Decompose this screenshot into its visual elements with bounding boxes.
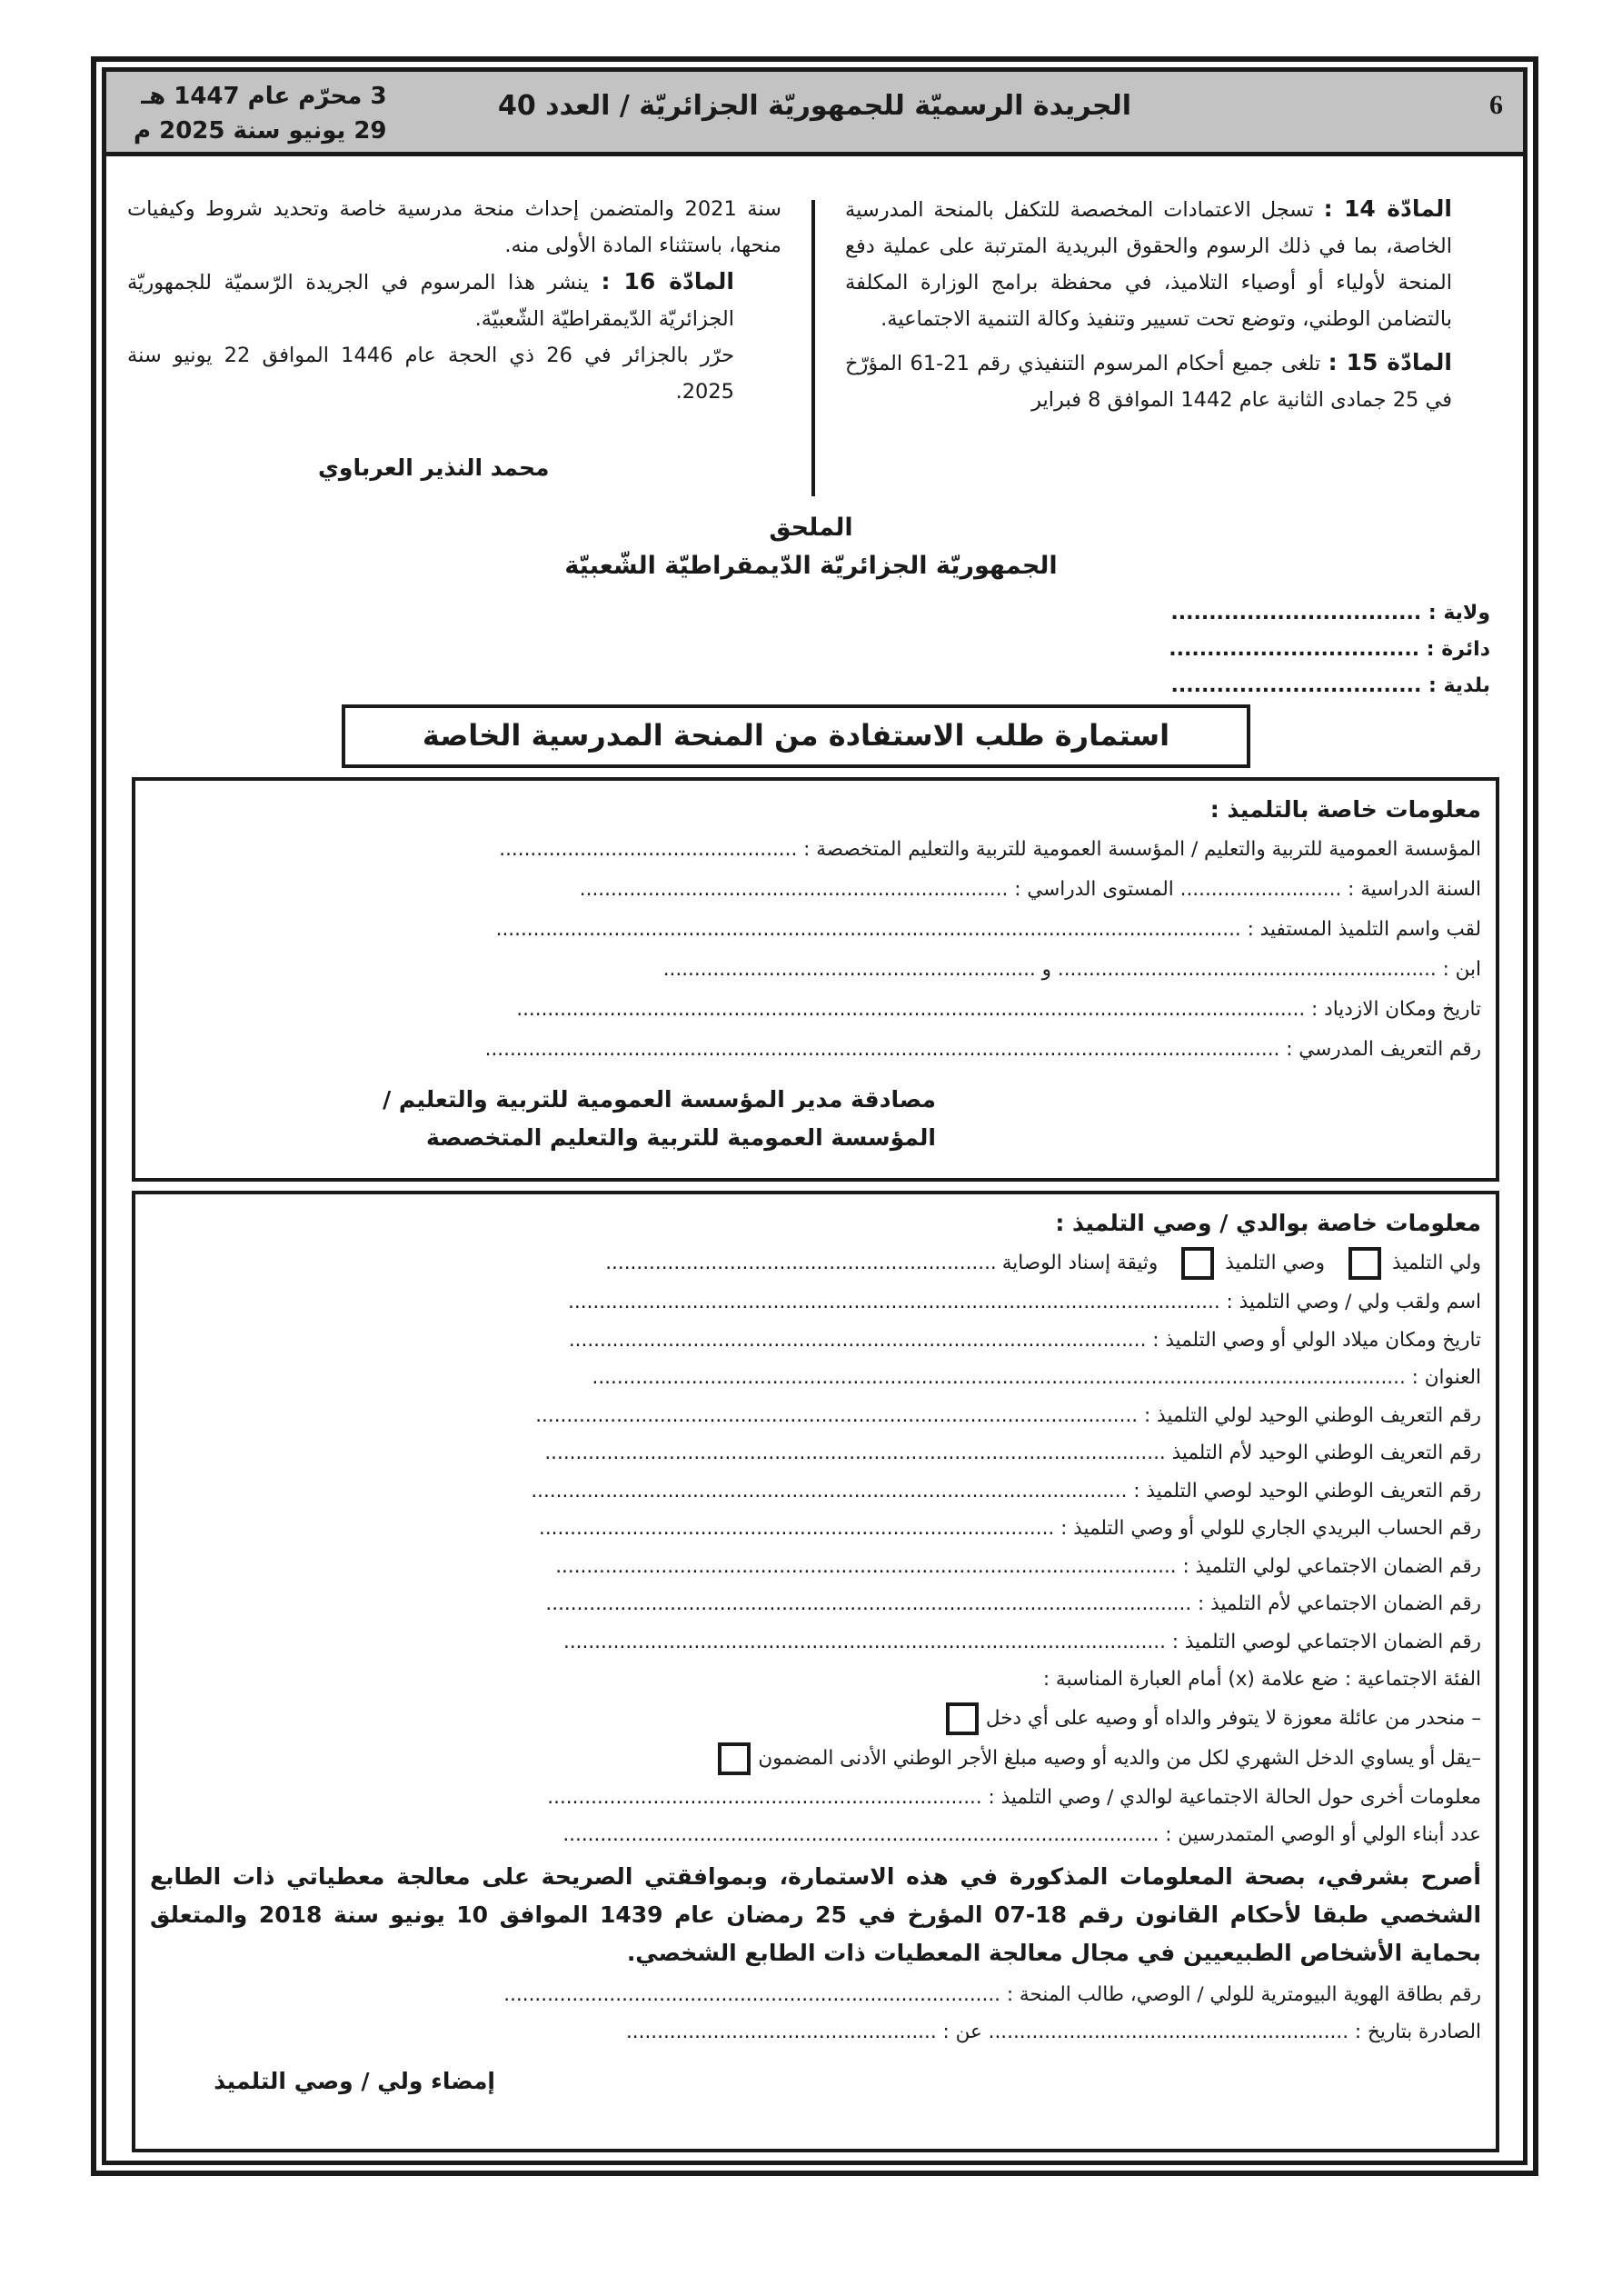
- field-blank[interactable]: ...............................................................................................................................: [516, 998, 1306, 1021]
- field-label: رقم الضمان الاجتماعي لوصي التلميذ :: [1171, 1630, 1481, 1653]
- guardianship-doc-blank[interactable]: ...............................................................: [605, 1252, 997, 1274]
- decree-column-left: [127, 191, 781, 410]
- field-blank[interactable]: ................................................................................................: [531, 1479, 1128, 1502]
- issue-date-blank[interactable]: ..........................................................: [988, 2021, 1349, 2043]
- field-label: رقم الضمان الاجتماعي لولي التلميذ :: [1182, 1554, 1481, 1578]
- article-15: [845, 344, 1499, 418]
- field-blank[interactable]: ................................................: [499, 838, 798, 861]
- role-guardian-checkbox[interactable]: [1181, 1247, 1214, 1280]
- wilaya-blank[interactable]: .................................: [1170, 602, 1422, 624]
- category-option-label: –يقل أو يساوي الدخل الشهري لكل من والديه أو وصيه مبلغ الأجر الوطني الأدنى المضمون: [758, 1746, 1481, 1770]
- father-blank[interactable]: .............................................................: [1057, 958, 1437, 981]
- decree-column-right: [845, 191, 1499, 418]
- form-title: استمارة طلب الاستفادة من المنحة المدرسية الخاصة: [342, 704, 1250, 768]
- wilaya-field[interactable]: [1169, 595, 1490, 632]
- gazette-header: [106, 72, 1523, 156]
- daira-field[interactable]: [1169, 632, 1490, 668]
- field-blank[interactable]: ...................................................................................................................................: [592, 1366, 1406, 1389]
- field-blank[interactable]: ................................................................................................: [562, 1823, 1159, 1846]
- signatory-name: محمد النذير العرباوي: [318, 454, 550, 481]
- field-blank[interactable]: ....................................................................................................: [544, 1442, 1166, 1464]
- done-at: حرّر بالجزائر في 26 ذي الحجة عام 1446 الموافق 22 يونيو سنة 2025.: [127, 344, 734, 404]
- field-blank[interactable]: .........................................................................................................: [568, 1291, 1220, 1313]
- article-14-text: تسجل الاعتمادات المخصصة للتكفل بالمنحة المدرسية الخاصة، بما في ذلك الرسوم والحقوق البريدية المترتبة على عملية دفع المنحة لأولياء أو أوصياء التلاميذ، في محفظة برامج الوزارة المكلفة بالتضامن الوطني، وتوضع تحت تسيير وتنفيذ وكالة التنمية الاجتماعية.: [845, 198, 1452, 331]
- field-label: لقب واسم التلميذ المستفيد :: [1247, 918, 1481, 941]
- biometric-id-field[interactable]: [150, 1976, 1481, 2014]
- field-label: رقم التعريف الوطني الوحيد لولي التلميذ :: [1143, 1403, 1481, 1427]
- director-approval: [182, 1081, 936, 1157]
- school-level-blank[interactable]: .....................................................................: [579, 878, 1009, 901]
- baladia-field[interactable]: [1169, 668, 1490, 704]
- issued-by-label: عن :: [942, 2021, 982, 2043]
- school-institution-field[interactable]: [150, 830, 1481, 870]
- id-issue-field[interactable]: [150, 2013, 1481, 2051]
- category-option-no-income[interactable]: [150, 1699, 1481, 1739]
- role-parent-label: ولي التلميذ: [1391, 1252, 1481, 1274]
- and-label: و: [1041, 958, 1052, 981]
- category-no-income-checkbox[interactable]: [946, 1702, 979, 1735]
- field-blank[interactable]: ......................................................................: [547, 1785, 982, 1809]
- guardian-birth-field[interactable]: [150, 1322, 1481, 1360]
- parent-section-heading: معلومات خاصة بوالدي / وصي التلميذ :: [1055, 1210, 1481, 1236]
- schooled-children-count-field[interactable]: [150, 1816, 1481, 1854]
- student-info-section: [132, 777, 1499, 1182]
- father-national-id-field[interactable]: [150, 1397, 1481, 1435]
- mother-blank[interactable]: ............................................................: [662, 958, 1036, 981]
- field-label: معلومات أخرى حول الحالة الاجتماعية لوالدي / وصي التلميذ :: [988, 1785, 1481, 1809]
- baladia-blank[interactable]: .................................: [1170, 674, 1422, 697]
- field-label: رقم بطاقة الهوية البيومترية للولي / الوصي، طالب المنحة :: [1006, 1982, 1481, 2006]
- son-of-label: ابن :: [1442, 958, 1481, 981]
- baladia-label: بلدية :: [1428, 674, 1490, 697]
- field-label: تاريخ ومكان الازدياد :: [1311, 998, 1481, 1021]
- social-category-instruction: الفئة الاجتماعية : ضع علامة (x) أمام العبارة المناسبة :: [1042, 1668, 1481, 1691]
- field-blank[interactable]: ........................................................................................................................: [495, 918, 1241, 941]
- field-blank[interactable]: ....................................................................................................: [555, 1554, 1177, 1578]
- role-selection-row: [150, 1243, 1481, 1283]
- school-year-label: السنة الدراسية :: [1348, 878, 1481, 901]
- article-16: [127, 264, 781, 337]
- field-blank[interactable]: .................................................................................................: [563, 1630, 1166, 1653]
- wilaya-label: ولاية :: [1428, 602, 1490, 624]
- other-social-info-field[interactable]: [150, 1779, 1481, 1817]
- guardian-name-field[interactable]: [150, 1283, 1481, 1322]
- gazette-title: الجريدة الرسميّة للجمهوريّة الجزائريّة / العدد 40: [497, 90, 1132, 122]
- field-label: رقم التعريف المدرسي :: [1286, 1038, 1481, 1061]
- field-label: تاريخ ومكان ميلاد الولي أو وصي التلميذ :: [1152, 1328, 1481, 1352]
- approval-line-1: مصادقة مدير المؤسسة العمومية للتربية والتعليم /: [383, 1086, 936, 1113]
- article-16-text: ينشر هذا المرسوم في الجريدة الرّسميّة للجمهوريّة الجزائريّة الدّيمقراطيّة الشّعبيّة.: [127, 271, 734, 331]
- annex-title: الملحق: [769, 514, 853, 542]
- admin-fields: [1169, 595, 1490, 704]
- issue-date-label: الصادرة بتاريخ :: [1354, 2021, 1481, 2043]
- hijri-date: 3 محرّم عام 1447 هـ: [141, 83, 387, 110]
- field-blank[interactable]: ........................................................................................................: [545, 1592, 1192, 1615]
- postal-account-field[interactable]: [150, 1510, 1481, 1548]
- parent-info-section: [132, 1191, 1499, 2152]
- decree-columns: [127, 191, 1499, 491]
- field-blank[interactable]: ...................................................................................: [539, 1517, 1055, 1540]
- field-label: المؤسسة العمومية للتربية والتعليم / المؤسسة العمومية للتربية والتعليم المتخصصة :: [803, 838, 1481, 861]
- student-name-field[interactable]: [150, 910, 1481, 950]
- category-option-min-wage[interactable]: [150, 1739, 1481, 1779]
- issued-by-blank[interactable]: ..................................................: [625, 2021, 937, 2043]
- role-parent-checkbox[interactable]: [1348, 1247, 1381, 1280]
- mother-social-security-field[interactable]: [150, 1585, 1481, 1623]
- son-of-field[interactable]: [150, 950, 1481, 990]
- field-label: اسم ولقب ولي / وصي التلميذ :: [1226, 1291, 1481, 1313]
- daira-label: دائرة :: [1426, 638, 1490, 661]
- category-option-label: – منحدر من عائلة معوزة لا يتوفر والداه أو وصيه على أي دخل: [985, 1706, 1481, 1730]
- approval-line-2: المؤسسة العمومية للتربية والتعليم المتخصصة: [425, 1124, 936, 1151]
- school-id-number-field[interactable]: [150, 1030, 1481, 1070]
- guardian-national-id-field[interactable]: [150, 1472, 1481, 1511]
- article-14: [845, 191, 1499, 337]
- field-label: رقم الضمان الاجتماعي لأم التلميذ :: [1198, 1592, 1481, 1615]
- field-label: رقم التعريف الوطني الوحيد لأم التلميذ: [1171, 1442, 1481, 1464]
- article-15-text: تلغى جميع أحكام المرسوم التنفيذي رقم 21-61 المؤرّخ في 25 جمادى الثانية عام 1442 الموافق 8 فبراير: [845, 352, 1452, 412]
- page-number: 6: [1489, 90, 1503, 120]
- daira-blank[interactable]: .................................: [1169, 638, 1420, 661]
- honor-declaration: أصرح بشرفي، بصحة المعلومات المذكورة في هذه الاستمارة، وبموافقتي الصريحة على معالجة معطياتي ذات الطابع الشخصي طبقا لأحكام القانون رقم 18-07 المؤرخ في 25 رمضان عام 1439 الموافق 10 يونيو سنة 2018 والمتعلق بحماية الأشخاص الطبيعيين في مجال معالجة المعطيات ذات الطابع الشخصي.: [150, 1862, 1482, 1966]
- field-blank[interactable]: ................................................................................: [503, 1982, 1000, 2006]
- field-blank[interactable]: .............................................................................................: [568, 1328, 1147, 1352]
- article-15-label: المادّة 15 :: [1328, 349, 1453, 375]
- guardian-social-security-field[interactable]: [150, 1623, 1481, 1662]
- field-blank[interactable]: .................................................................................................: [535, 1403, 1139, 1427]
- article-16-label: المادّة 16 :: [601, 268, 734, 294]
- issue-dates: [134, 79, 387, 148]
- field-label: عدد أبناء الولي أو الوصي المتمدرسين :: [1165, 1823, 1481, 1846]
- field-label: رقم الحساب البريدي الجاري للولي أو وصي التلميذ :: [1060, 1517, 1481, 1540]
- guardianship-doc-label: وثيقة إسناد الوصاية: [1001, 1252, 1159, 1274]
- role-guardian-label: وصي التلميذ: [1225, 1252, 1325, 1274]
- field-blank[interactable]: ................................................................................................................................: [484, 1038, 1280, 1061]
- article-14-label: المادّة 14 :: [1323, 195, 1452, 222]
- guardian-signature-label: إمضاء ولي / وصي التلميذ: [214, 2067, 495, 2094]
- address-field[interactable]: [150, 1359, 1481, 1397]
- school-level-label: المستوى الدراسي :: [1014, 878, 1174, 901]
- column-divider: [811, 200, 815, 496]
- student-section-heading: معلومات خاصة بالتلميذ :: [1209, 796, 1481, 823]
- birth-date-place-field[interactable]: [150, 990, 1481, 1030]
- gregorian-date: 29 يونيو سنة 2025 م: [134, 117, 387, 145]
- category-min-wage-checkbox[interactable]: [718, 1742, 751, 1775]
- article-15-continued: سنة 2021 والمتضمن إحداث منحة مدرسية خاصة وتحديد شروط وكيفيات منحها، باستثناء المادة الأولى منه.: [127, 197, 782, 257]
- school-year-level-field[interactable]: [150, 870, 1481, 910]
- field-label: رقم التعريف الوطني الوحيد لوصي التلميذ :: [1133, 1479, 1481, 1502]
- father-social-security-field[interactable]: [150, 1548, 1481, 1586]
- mother-national-id-field[interactable]: [150, 1434, 1481, 1472]
- school-year-blank[interactable]: ..........................: [1179, 878, 1342, 901]
- field-label: العنوان :: [1411, 1366, 1481, 1389]
- republic-name: الجمهوريّة الجزائريّة الدّيمقراطيّة الشّعبيّة: [564, 552, 1058, 580]
